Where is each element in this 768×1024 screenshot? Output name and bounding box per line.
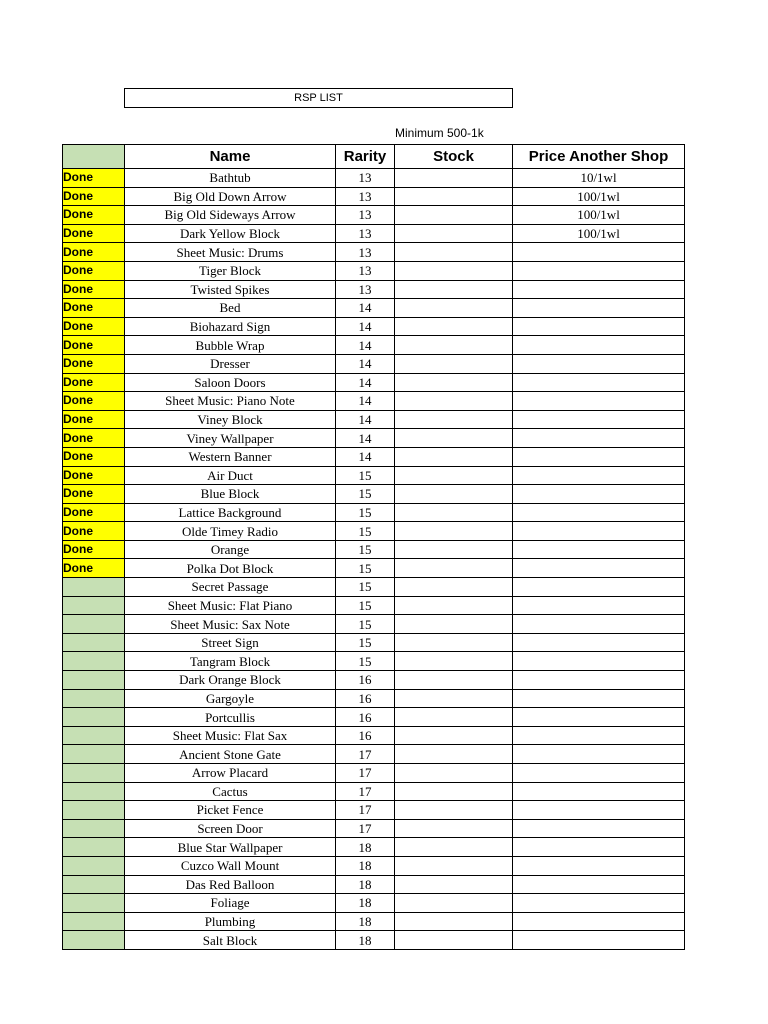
stock-cell[interactable] [395, 745, 513, 764]
price-cell[interactable] [513, 243, 685, 262]
table-row [63, 410, 685, 429]
stock-cell[interactable] [395, 354, 513, 373]
rarity-cell[interactable]: 14 [336, 299, 395, 318]
name-cell[interactable]: Orange [125, 540, 336, 559]
stock-cell[interactable] [395, 894, 513, 913]
name-cell[interactable]: Foliage [125, 894, 336, 913]
rarity-cell[interactable]: 16 [336, 726, 395, 745]
stock-cell[interactable] [395, 447, 513, 466]
stock-cell[interactable] [395, 280, 513, 299]
stock-cell[interactable] [395, 485, 513, 504]
stock-cell[interactable] [395, 819, 513, 838]
stock-cell[interactable] [395, 206, 513, 225]
table-row [63, 169, 685, 188]
name-cell[interactable]: Tiger Block [125, 261, 336, 280]
name-cell[interactable]: Blue Block [125, 485, 336, 504]
table-row [63, 485, 685, 504]
name-cell[interactable]: Sheet Music: Piano Note [125, 392, 336, 411]
status-cell[interactable]: Done [63, 169, 125, 188]
price-cell[interactable] [513, 931, 685, 950]
table-row [63, 429, 685, 448]
stock-cell[interactable] [395, 261, 513, 280]
header-status[interactable] [63, 145, 125, 169]
price-cell[interactable] [513, 726, 685, 745]
stock-cell[interactable] [395, 931, 513, 950]
stock-cell[interactable] [395, 689, 513, 708]
price-cell[interactable]: 10/1wl [513, 169, 685, 188]
status-cell[interactable]: Done [63, 466, 125, 485]
stock-cell[interactable] [395, 169, 513, 188]
name-cell[interactable]: Plumbing [125, 912, 336, 931]
rarity-cell[interactable]: 17 [336, 764, 395, 783]
name-cell[interactable]: Salt Block [125, 931, 336, 950]
status-cell[interactable] [63, 596, 125, 615]
stock-cell[interactable] [395, 838, 513, 857]
rarity-cell[interactable]: 18 [336, 875, 395, 894]
name-cell[interactable]: Dark Orange Block [125, 671, 336, 690]
name-cell[interactable]: Western Banner [125, 447, 336, 466]
name-cell[interactable]: Secret Passage [125, 578, 336, 597]
status-cell[interactable]: Done [63, 336, 125, 355]
rarity-cell[interactable]: 14 [336, 373, 395, 392]
table-row [63, 633, 685, 652]
rarity-cell[interactable]: 14 [336, 317, 395, 336]
price-cell[interactable] [513, 912, 685, 931]
stock-cell[interactable] [395, 503, 513, 522]
name-cell[interactable]: Portcullis [125, 708, 336, 727]
price-cell[interactable] [513, 317, 685, 336]
status-cell[interactable] [63, 689, 125, 708]
name-cell[interactable]: Arrow Placard [125, 764, 336, 783]
name-cell[interactable]: Polka Dot Block [125, 559, 336, 578]
stock-cell[interactable] [395, 559, 513, 578]
table-row [63, 801, 685, 820]
price-cell[interactable] [513, 633, 685, 652]
table-row [63, 261, 685, 280]
table-row [63, 912, 685, 931]
stock-cell[interactable] [395, 373, 513, 392]
table-row [63, 373, 685, 392]
price-cell[interactable] [513, 280, 685, 299]
stock-cell[interactable] [395, 633, 513, 652]
name-cell[interactable]: Sheet Music: Sax Note [125, 615, 336, 634]
price-cell[interactable] [513, 782, 685, 801]
price-cell[interactable] [513, 671, 685, 690]
name-cell[interactable]: Cuzco Wall Mount [125, 856, 336, 875]
status-cell[interactable]: Done [63, 429, 125, 448]
table-row [63, 745, 685, 764]
status-cell[interactable] [63, 764, 125, 783]
table-row [63, 894, 685, 913]
price-cell[interactable] [513, 336, 685, 355]
stock-cell[interactable] [395, 522, 513, 541]
rarity-cell[interactable]: 17 [336, 745, 395, 764]
stock-cell[interactable] [395, 671, 513, 690]
name-cell[interactable]: Bubble Wrap [125, 336, 336, 355]
rarity-cell[interactable]: 14 [336, 410, 395, 429]
stock-cell[interactable] [395, 801, 513, 820]
stock-cell[interactable] [395, 726, 513, 745]
price-cell[interactable]: 100/1wl [513, 187, 685, 206]
name-cell[interactable]: Big Old Sideways Arrow [125, 206, 336, 225]
stock-cell[interactable] [395, 875, 513, 894]
status-cell[interactable] [63, 726, 125, 745]
rarity-cell[interactable]: 18 [336, 856, 395, 875]
name-cell[interactable]: Bathtub [125, 169, 336, 188]
status-cell[interactable] [63, 671, 125, 690]
name-cell[interactable]: Ancient Stone Gate [125, 745, 336, 764]
table-row [63, 317, 685, 336]
price-cell[interactable] [513, 466, 685, 485]
table-row [63, 392, 685, 411]
name-cell[interactable]: Gargoyle [125, 689, 336, 708]
table-row [63, 708, 685, 727]
status-cell[interactable]: Done [63, 261, 125, 280]
rarity-cell[interactable]: 13 [336, 206, 395, 225]
table-row [63, 782, 685, 801]
header-name[interactable]: Name [125, 145, 336, 169]
rarity-cell[interactable]: 16 [336, 708, 395, 727]
table-row [63, 856, 685, 875]
rarity-cell[interactable]: 15 [336, 466, 395, 485]
table-row [63, 671, 685, 690]
price-cell[interactable] [513, 856, 685, 875]
rarity-cell[interactable]: 15 [336, 503, 395, 522]
name-cell[interactable]: Viney Block [125, 410, 336, 429]
rarity-cell[interactable]: 16 [336, 689, 395, 708]
rarity-cell[interactable]: 15 [336, 559, 395, 578]
table-row [63, 336, 685, 355]
table-row [63, 447, 685, 466]
rarity-cell[interactable]: 13 [336, 280, 395, 299]
table-row [63, 522, 685, 541]
status-cell[interactable]: Done [63, 503, 125, 522]
table-row [63, 540, 685, 559]
status-cell[interactable] [63, 875, 125, 894]
rarity-cell[interactable]: 15 [336, 596, 395, 615]
rarity-cell[interactable]: 15 [336, 633, 395, 652]
stock-cell[interactable] [395, 299, 513, 318]
name-cell[interactable]: Das Red Balloon [125, 875, 336, 894]
table-row [63, 838, 685, 857]
price-cell[interactable] [513, 838, 685, 857]
price-cell[interactable] [513, 875, 685, 894]
name-cell[interactable]: Big Old Down Arrow [125, 187, 336, 206]
table-row [63, 596, 685, 615]
table-row [63, 615, 685, 634]
price-cell[interactable] [513, 801, 685, 820]
status-cell[interactable] [63, 801, 125, 820]
stock-cell[interactable] [395, 708, 513, 727]
status-cell[interactable]: Done [63, 410, 125, 429]
status-cell[interactable]: Done [63, 243, 125, 262]
rarity-cell[interactable]: 13 [336, 187, 395, 206]
status-cell[interactable]: Done [63, 373, 125, 392]
status-cell[interactable] [63, 894, 125, 913]
rarity-cell[interactable]: 15 [336, 578, 395, 597]
price-cell[interactable] [513, 578, 685, 597]
status-cell[interactable]: Done [63, 224, 125, 243]
name-cell[interactable]: Blue Star Wallpaper [125, 838, 336, 857]
rarity-cell[interactable]: 17 [336, 801, 395, 820]
price-cell[interactable] [513, 503, 685, 522]
status-cell[interactable] [63, 633, 125, 652]
stock-cell[interactable] [395, 764, 513, 783]
stock-cell[interactable] [395, 187, 513, 206]
table-row [63, 224, 685, 243]
price-cell[interactable] [513, 485, 685, 504]
name-cell[interactable]: Viney Wallpaper [125, 429, 336, 448]
status-cell[interactable]: Done [63, 540, 125, 559]
status-cell[interactable] [63, 745, 125, 764]
stock-cell[interactable] [395, 392, 513, 411]
price-cell[interactable] [513, 745, 685, 764]
price-cell[interactable] [513, 392, 685, 411]
name-cell[interactable]: Tangram Block [125, 652, 336, 671]
rarity-cell[interactable]: 17 [336, 819, 395, 838]
rarity-cell[interactable]: 18 [336, 894, 395, 913]
status-cell[interactable] [63, 708, 125, 727]
status-cell[interactable] [63, 615, 125, 634]
price-cell[interactable] [513, 615, 685, 634]
price-cell[interactable] [513, 447, 685, 466]
stock-cell[interactable] [395, 578, 513, 597]
header-price[interactable]: Price Another Shop [513, 145, 685, 169]
header-stock[interactable]: Stock [395, 145, 513, 169]
rarity-cell[interactable]: 13 [336, 243, 395, 262]
status-cell[interactable]: Done [63, 317, 125, 336]
rarity-cell[interactable]: 15 [336, 615, 395, 634]
rarity-cell[interactable]: 13 [336, 169, 395, 188]
price-cell[interactable] [513, 261, 685, 280]
price-cell[interactable] [513, 299, 685, 318]
table-row [63, 559, 685, 578]
table-row [63, 503, 685, 522]
status-cell[interactable]: Done [63, 447, 125, 466]
status-cell[interactable]: Done [63, 280, 125, 299]
name-cell[interactable]: Picket Fence [125, 801, 336, 820]
status-cell[interactable]: Done [63, 187, 125, 206]
stock-cell[interactable] [395, 596, 513, 615]
stock-cell[interactable] [395, 224, 513, 243]
rarity-cell[interactable]: 14 [336, 392, 395, 411]
price-cell[interactable] [513, 354, 685, 373]
name-cell[interactable]: Bed [125, 299, 336, 318]
rsp-table [62, 144, 685, 950]
table-row [63, 206, 685, 225]
price-cell[interactable] [513, 894, 685, 913]
status-cell[interactable]: Done [63, 522, 125, 541]
price-cell[interactable] [513, 410, 685, 429]
table-row [63, 819, 685, 838]
name-cell[interactable]: Sheet Music: Flat Sax [125, 726, 336, 745]
rarity-cell[interactable]: 15 [336, 652, 395, 671]
name-cell[interactable]: Screen Door [125, 819, 336, 838]
price-cell[interactable] [513, 689, 685, 708]
stock-cell[interactable] [395, 912, 513, 931]
sheet-title: RSP LIST [124, 88, 513, 108]
rarity-cell[interactable]: 15 [336, 540, 395, 559]
price-cell[interactable]: 100/1wl [513, 206, 685, 225]
stock-cell[interactable] [395, 336, 513, 355]
status-cell[interactable] [63, 782, 125, 801]
stock-cell[interactable] [395, 540, 513, 559]
table-row [63, 354, 685, 373]
table-row [63, 875, 685, 894]
rarity-cell[interactable]: 16 [336, 671, 395, 690]
header-row [63, 145, 685, 169]
rarity-cell[interactable]: 13 [336, 224, 395, 243]
table-row [63, 280, 685, 299]
table-row [63, 466, 685, 485]
status-cell[interactable]: Done [63, 206, 125, 225]
price-cell[interactable] [513, 559, 685, 578]
name-cell[interactable]: Lattice Background [125, 503, 336, 522]
name-cell[interactable]: Dark Yellow Block [125, 224, 336, 243]
status-cell[interactable]: Done [63, 485, 125, 504]
rarity-cell[interactable]: 14 [336, 447, 395, 466]
stock-cell[interactable] [395, 856, 513, 875]
minimum-note: Minimum 500-1k [395, 126, 484, 140]
status-cell[interactable] [63, 931, 125, 950]
status-cell[interactable] [63, 856, 125, 875]
rarity-cell[interactable]: 18 [336, 931, 395, 950]
stock-cell[interactable] [395, 782, 513, 801]
price-cell[interactable] [513, 596, 685, 615]
name-cell[interactable]: Saloon Doors [125, 373, 336, 392]
rarity-cell[interactable]: 13 [336, 261, 395, 280]
price-cell[interactable] [513, 522, 685, 541]
name-cell[interactable]: Dresser [125, 354, 336, 373]
price-cell[interactable] [513, 819, 685, 838]
price-cell[interactable] [513, 708, 685, 727]
stock-cell[interactable] [395, 466, 513, 485]
name-cell[interactable]: Cactus [125, 782, 336, 801]
stock-cell[interactable] [395, 410, 513, 429]
status-cell[interactable]: Done [63, 559, 125, 578]
rarity-cell[interactable]: 14 [336, 429, 395, 448]
table-row [63, 243, 685, 262]
name-cell[interactable]: Olde Timey Radio [125, 522, 336, 541]
name-cell[interactable]: Air Duct [125, 466, 336, 485]
stock-cell[interactable] [395, 317, 513, 336]
stock-cell[interactable] [395, 652, 513, 671]
table-row [63, 187, 685, 206]
status-cell[interactable] [63, 912, 125, 931]
table-row [63, 726, 685, 745]
rarity-cell[interactable]: 15 [336, 522, 395, 541]
table-row [63, 299, 685, 318]
table-row [63, 689, 685, 708]
price-cell[interactable] [513, 540, 685, 559]
stock-cell[interactable] [395, 243, 513, 262]
table-row [63, 931, 685, 950]
status-cell[interactable]: Done [63, 299, 125, 318]
name-cell[interactable]: Street Sign [125, 633, 336, 652]
rarity-cell[interactable]: 18 [336, 912, 395, 931]
price-cell[interactable] [513, 652, 685, 671]
table-row [63, 764, 685, 783]
price-cell[interactable] [513, 764, 685, 783]
status-cell[interactable] [63, 838, 125, 857]
rarity-cell[interactable]: 17 [336, 782, 395, 801]
status-cell[interactable] [63, 652, 125, 671]
price-cell[interactable]: 100/1wl [513, 224, 685, 243]
name-cell[interactable]: Biohazard Sign [125, 317, 336, 336]
table-row [63, 652, 685, 671]
table-row [63, 578, 685, 597]
price-cell[interactable] [513, 429, 685, 448]
rarity-cell[interactable]: 18 [336, 838, 395, 857]
stock-cell[interactable] [395, 429, 513, 448]
stock-cell[interactable] [395, 615, 513, 634]
rarity-cell[interactable]: 14 [336, 336, 395, 355]
status-cell[interactable] [63, 578, 125, 597]
name-cell[interactable]: Sheet Music: Drums [125, 243, 336, 262]
rarity-cell[interactable]: 15 [336, 485, 395, 504]
status-cell[interactable]: Done [63, 354, 125, 373]
status-cell[interactable]: Done [63, 392, 125, 411]
price-cell[interactable] [513, 373, 685, 392]
name-cell[interactable]: Twisted Spikes [125, 280, 336, 299]
rarity-cell[interactable]: 14 [336, 354, 395, 373]
header-rarity[interactable]: Rarity [336, 145, 395, 169]
status-cell[interactable] [63, 819, 125, 838]
name-cell[interactable]: Sheet Music: Flat Piano [125, 596, 336, 615]
